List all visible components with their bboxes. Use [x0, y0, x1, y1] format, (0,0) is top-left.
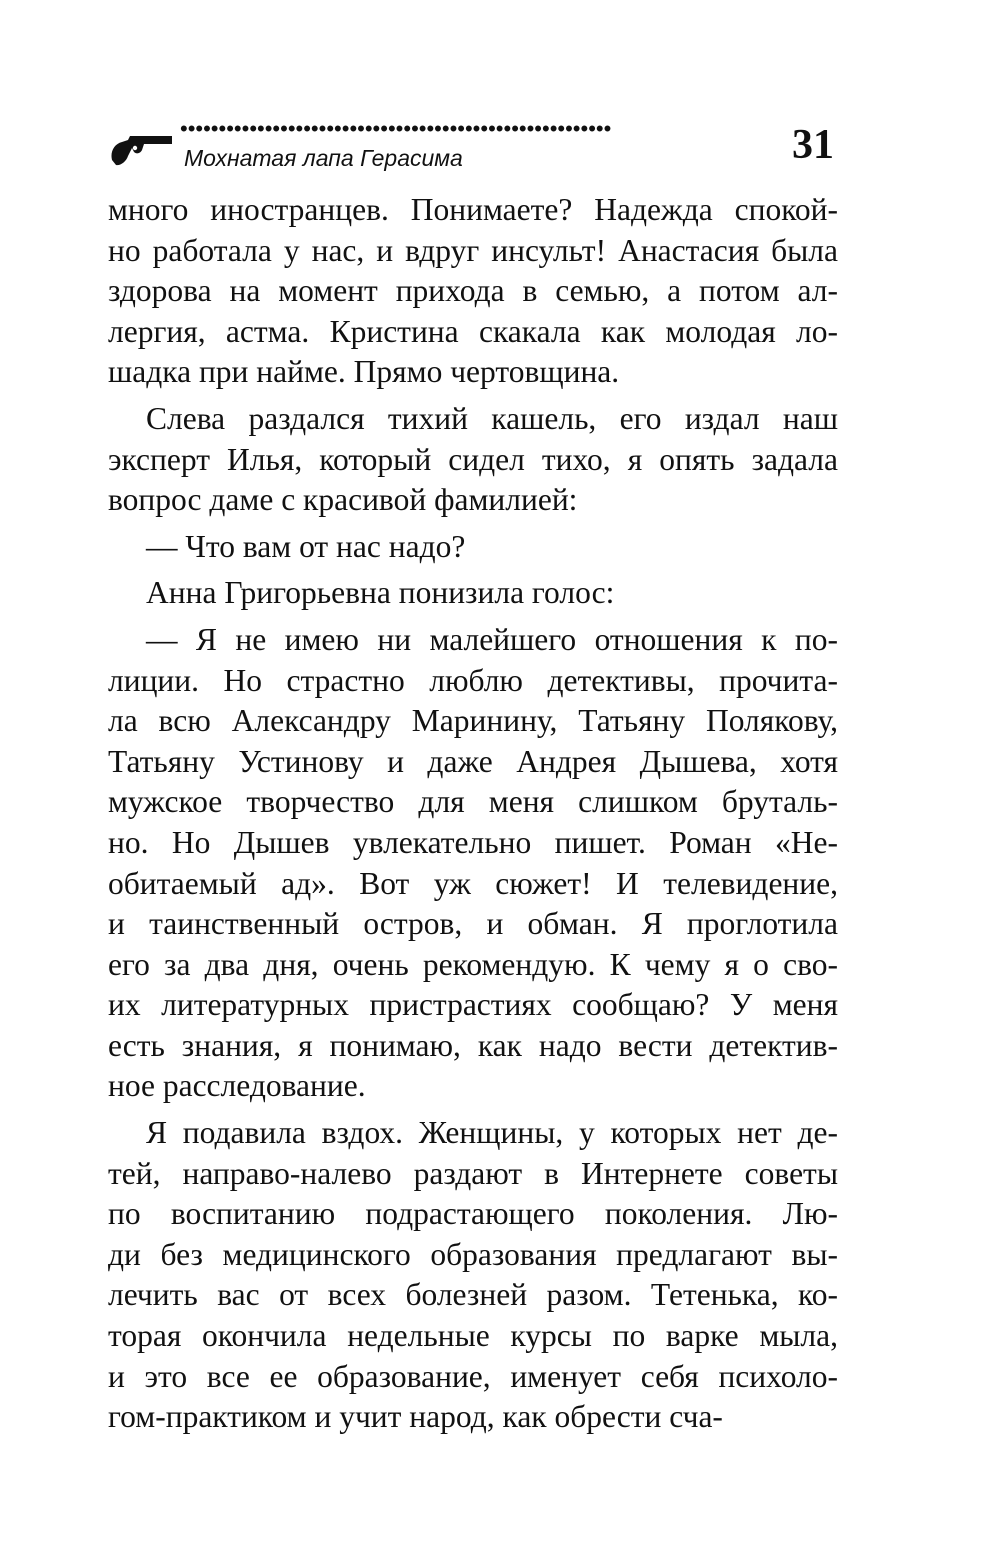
text-line: Татьяну Устинову и даже Андрея Дышева, хотя	[108, 743, 838, 779]
text-line: шадка при найме. Прямо чертовщина.	[108, 354, 620, 390]
text-line: лергия, астма. Кристина скакала как молодая ло-	[108, 313, 838, 349]
text-line: мужское творчество для меня слишком бруталь-	[108, 784, 838, 820]
paragraph	[108, 1113, 838, 1438]
text-line: его за два дня, очень рекомендую. К чему я о сво-	[108, 946, 838, 982]
text-line: по воспитанию подрастающего поколения. Лю-	[108, 1196, 838, 1232]
text-line: но. Но Дышев увлекательно пишет. Роман «Не-	[108, 824, 838, 860]
text-line: гом-практиком и учит народ, как обрести сча-	[108, 1399, 723, 1435]
header-dot-leader: ••••••••••••••••••••••••••••••••••••••••••••••••••••••••	[180, 122, 612, 136]
text-line: есть знания, я понимаю, как надо вести детектив-	[108, 1027, 838, 1063]
text-line: Анна Григорьевна понизила голос:	[146, 575, 615, 611]
text-line: вопрос даме с красивой фамилией:	[108, 482, 578, 518]
running-title: Мохнатая лапа Герасима	[184, 145, 463, 171]
text-line: обитаемый ад». Вот уж сюжет! И телевидение,	[108, 865, 838, 901]
text-line: здорова на момент прихода в семью, а потом ал-	[108, 273, 838, 309]
text-line: и таинственный остров, и обман. Я проглотила	[108, 906, 838, 942]
text-line: торая окончила недельные курсы по варке мыла,	[108, 1318, 838, 1354]
text-line: их литературных пристрастиях сообщаю? У меня	[108, 987, 838, 1023]
revolver-icon	[108, 130, 174, 168]
page-header	[108, 118, 838, 178]
text-line: ное расследование.	[108, 1068, 366, 1104]
paragraph	[108, 620, 838, 1107]
paragraph	[108, 573, 838, 614]
text-line: ди без медицинского образования предлагают вы-	[108, 1236, 838, 1272]
paragraph	[108, 399, 838, 521]
text-line: лиции. Но страстно люблю детективы, прочита-	[108, 662, 838, 698]
text-line: Я подавила вздох. Женщины, у которых нет де-	[146, 1115, 838, 1151]
text-line: много иностранцев. Понимаете? Надежда спокой-	[108, 192, 838, 227]
text-line: Слева раздался тихий кашель, его издал наш	[146, 400, 838, 436]
paragraph	[108, 527, 838, 568]
text-line: — Что вам от нас надо?	[146, 528, 466, 564]
text-line: и это все ее образование, именует себя психоло-	[108, 1358, 838, 1394]
text-line: тей, направо-налево раздают в Интернете советы	[108, 1155, 838, 1191]
text-line: ла всю Александру Маринину, Татьяну Полякову,	[108, 703, 838, 739]
paragraph	[108, 190, 838, 393]
body-text	[108, 190, 838, 1438]
text-line: но работала у нас, и вдруг инсульт! Анастасия была	[108, 232, 838, 268]
text-line: эксперт Илья, который сидел тихо, я опять задала	[108, 441, 838, 477]
page-number: 31	[792, 122, 834, 168]
text-line: лечить вас от всех болезней разом. Тетенька, ко-	[108, 1277, 838, 1313]
text-line: — Я не имею ни малейшего отношения к по-	[146, 621, 838, 657]
